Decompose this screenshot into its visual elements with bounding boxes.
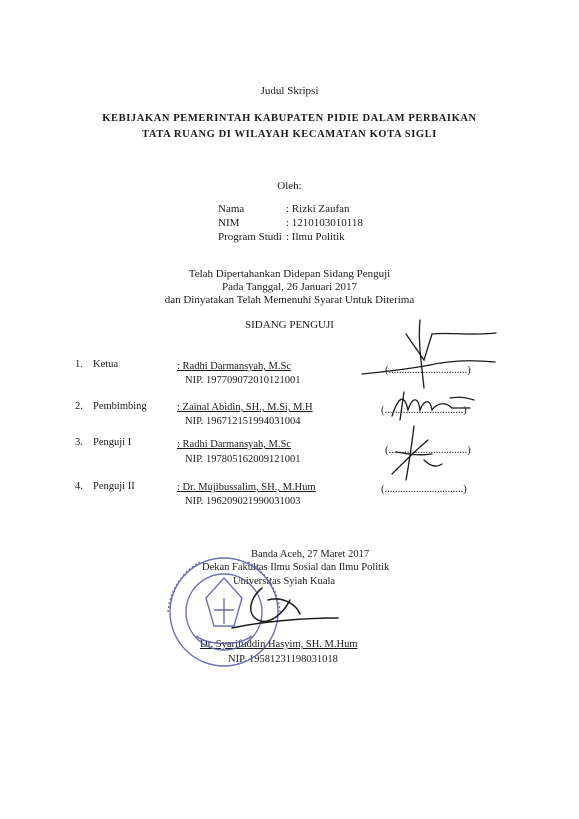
- signature-member-3: [392, 426, 442, 480]
- member-2-signature-line: (..............................): [381, 405, 467, 416]
- member-2-role: Pembimbing: [93, 401, 147, 412]
- thesis-title-line-1: KEBIJAKAN PEMERINTAH KABUPATEN PIDIE DALAM PERBAIKAN: [102, 113, 477, 124]
- signature-dean: [232, 588, 338, 628]
- defense-line-3: dan Dinyatakan Telah Memenuhi Syarat Untuk Diterima: [164, 294, 415, 306]
- member-3-name: : Radhi Darmansyah, M.Sc: [177, 439, 292, 450]
- dean-name: Dr. Syarifuddin Hasyim, SH. M.Hum: [200, 639, 358, 650]
- field-value-nim: : 1210103010118: [286, 217, 363, 229]
- defense-line-1: Telah Dipertahankan Didepan Sidang Penguji: [188, 268, 391, 280]
- member-4-role: Penguji II: [93, 481, 135, 492]
- member-4-nip: NIP. 196209021990031003: [185, 496, 301, 507]
- signature-member-1: [362, 320, 496, 388]
- member-1-number: 1.: [75, 359, 83, 370]
- panel-heading: SIDANG PENGUJI: [245, 319, 334, 331]
- field-label-program: Program Studi: [218, 231, 282, 243]
- oleh-label: Oleh:: [277, 180, 302, 192]
- member-1-role: Ketua: [93, 359, 119, 370]
- member-4-signature-line: (..............................): [381, 484, 467, 495]
- dean-position-line-2: Universitas Syiah Kuala: [233, 576, 336, 587]
- member-3-signature-line: (..............................): [385, 445, 471, 456]
- member-3-nip: NIP. 197805162009121001: [185, 454, 301, 465]
- member-1-name: : Radhi Darmansyah, M.Sc: [177, 361, 292, 372]
- member-4-number: 4.: [75, 481, 83, 492]
- member-2-number: 2.: [75, 401, 83, 412]
- member-3-number: 3.: [75, 437, 83, 448]
- defense-line-2: Pada Tanggal, 26 Januari 2017: [222, 281, 357, 293]
- member-2-nip: NIP. 196712151994031004: [185, 416, 301, 427]
- dean-nip: NIP. 19581231198031018: [228, 654, 338, 665]
- document-label: Judul Skripsi: [260, 85, 319, 97]
- member-1-signature-line: (..............................): [385, 365, 471, 376]
- field-label-nama: Nama: [218, 203, 245, 215]
- approval-place-date: Banda Aceh, 27 Maret 2017: [251, 549, 370, 560]
- field-value-nama: : Rizki Zaufan: [286, 203, 350, 215]
- dean-position-line-1: Dekan Fakultas Ilmu Sosial dan Ilmu Politik: [202, 562, 390, 573]
- field-label-nim: NIM: [218, 217, 240, 229]
- university-stamp: [168, 558, 280, 666]
- member-1-nip: NIP. 197709072010121001: [185, 375, 301, 386]
- thesis-title-line-2: TATA RUANG DI WILAYAH KECAMATAN KOTA SIGLI: [142, 129, 437, 140]
- field-value-program: : Ilmu Politik: [286, 231, 345, 243]
- member-3-role: Penguji I: [93, 437, 132, 448]
- member-4-name: : Dr. Mujibussalim, SH., M.Hum: [177, 482, 316, 493]
- signature-member-2: [392, 392, 474, 420]
- member-2-name: : Zainal Abidin, SH., M.Si, M.H: [177, 402, 313, 413]
